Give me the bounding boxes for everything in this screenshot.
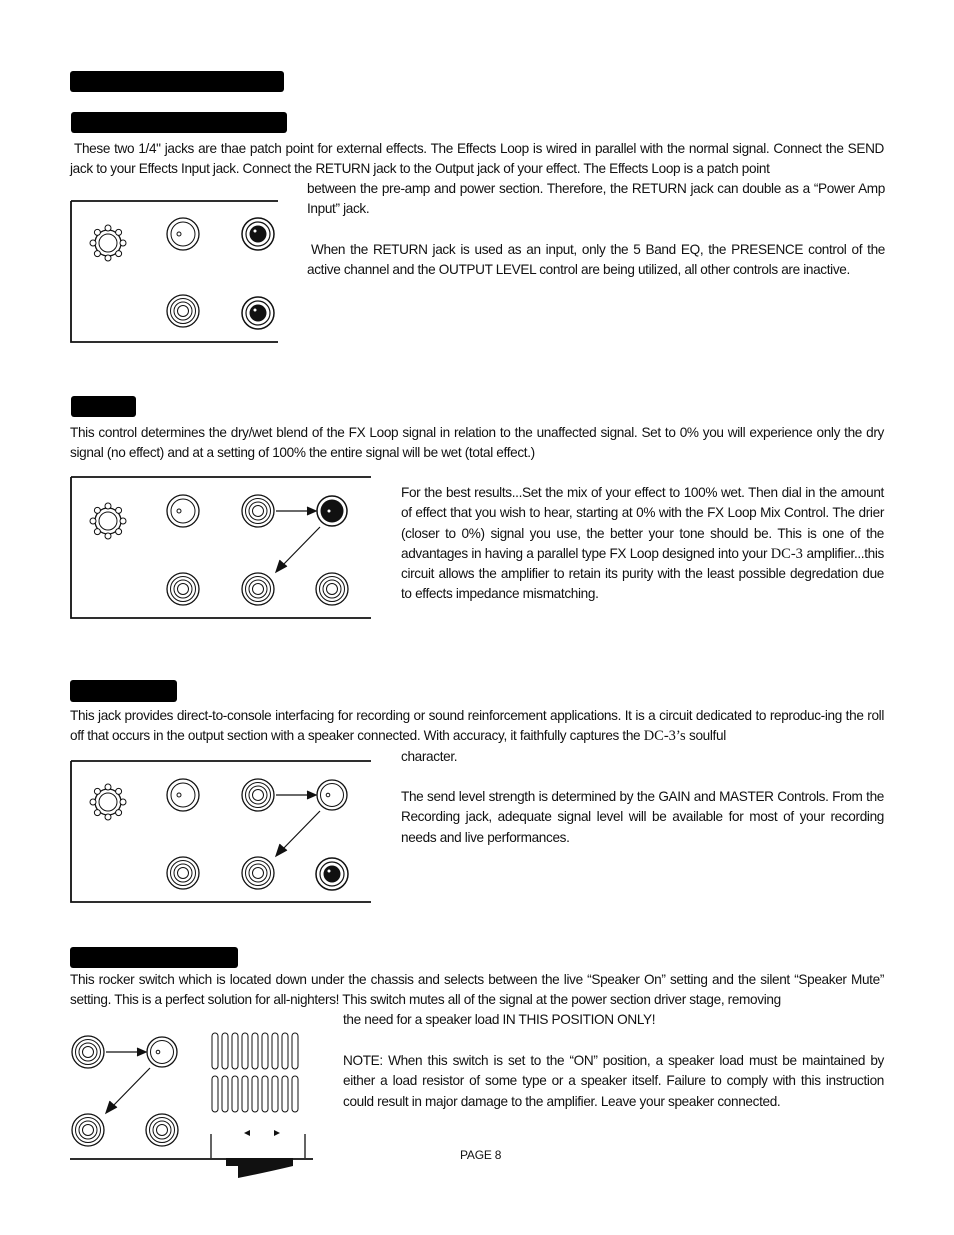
knob-icon [90, 784, 126, 820]
section3-para1-a: This jack provides direct-to-console interfacing for recording or sound reinforcement applications. It is a circuit dedicated to reproduc-ing the roll off that occurs in the output section with a speaker connected. With accuracy, it faithfully captures the [70, 708, 884, 744]
section2-para1: This control determines the dry/wet blend of the FX Loop signal in relation to the unaffected signal. Set to 0% you will experience only the dry signal (no effect) and at a setting of 100% the entire signal will be wet (total effect.) [70, 425, 884, 461]
jack-icon [72, 1036, 104, 1068]
jack-icon [242, 573, 274, 605]
jack-icon [167, 295, 199, 327]
page-number: PAGE 8 [460, 1148, 502, 1162]
figure-recording-jack [68, 758, 374, 906]
section3-para1-b: soulful [685, 728, 726, 744]
heading-bar-effects-loop [70, 71, 284, 92]
figure-fx-mix-control [68, 474, 374, 622]
section2-para2-a: For the best results...Set the mix of your effect to 100% wet. Then dial in the amount of effect that you wish to hear, starting at 0% with the FX Loop Mix Control. The drier (closer to 0%) signal you use, the better your tone should be. This is one of the advantages in having a parallel type FX Loop designed into your [401, 485, 884, 561]
section1-para1-cont: between the pre-amp and power section. Therefore, the RETURN jack can double as a “Power Amp Input” jack. [307, 181, 885, 217]
section3-para2: The send level strength is determined by the GAIN and MASTER Controls. From the Recording jack, adequate signal level will be available for most of your recording needs and live performances. [401, 789, 884, 845]
jack-icon [167, 857, 199, 889]
section4-para1-cont: the need for a speaker load IN THIS POSITION ONLY! [343, 1012, 656, 1027]
jack-small-icon [167, 218, 199, 250]
jack-icon [146, 1114, 178, 1146]
knob-small-icon [147, 1037, 177, 1067]
jack-icon [316, 573, 348, 605]
jack-small-icon [167, 495, 199, 527]
figure-effects-loop-jacks [68, 198, 282, 346]
jack-icon [72, 1114, 104, 1146]
figure-speaker-mute-switch [68, 1026, 318, 1182]
jack-icon [167, 573, 199, 605]
section2-para2-b: amplifier...this circuit allows the amplifier to retain its purity with the least possible degredation due to effects impedance mismatching. [401, 545, 884, 602]
return-jack-icon [242, 297, 274, 329]
knob-small-icon [317, 780, 347, 810]
rocker-switch-icon [211, 1130, 305, 1178]
recording-jack-icon [316, 858, 348, 890]
heading-bar-send-return [71, 112, 287, 133]
jack-icon [242, 857, 274, 889]
knob-icon [90, 503, 126, 539]
heading-bar-fx-mix [71, 396, 136, 417]
section4-para2: NOTE: When this switch is set to the “ON” position, a speaker load must be maintained by either a load resistor of some type or a speaker itself. Failure to comply with this instruction could result in major damage to the amplifier. Leave your speaker connected. [343, 1053, 884, 1109]
arrow-icon [106, 1048, 150, 1113]
section1-para1: These two 1/4" jacks are thae patch point for external effects. The Effects Loop is wired in parallel with the normal signal. Connect the SEND jack to your Effects Input jack. Connect the RETURN jack to the Output jack of your effect. The Effects Loop is a patch point [70, 141, 884, 177]
arrow-icon [276, 507, 320, 572]
jack-small-icon [167, 779, 199, 811]
section3-para1 [70, 706, 884, 747]
fx-mix-knob-icon [317, 496, 347, 526]
model-name: DC-3 [770, 545, 803, 562]
section3-para1-cont: character. [401, 749, 458, 764]
section1-para2: When the RETURN jack is used as an input, only the 5 Band EQ, the PRESENCE control of the active channel and the OUTPUT LEVEL control are being utilized, all other controls are inactive. [307, 242, 885, 278]
send-jack-icon [242, 218, 274, 250]
jack-icon [242, 779, 274, 811]
model-name: DC-3’s [643, 728, 686, 745]
heading-bar-recording-out [70, 680, 177, 702]
vent-slots-icon [212, 1033, 298, 1112]
section2-para2 [401, 483, 884, 605]
jack-icon [242, 495, 274, 527]
arrow-icon [276, 791, 320, 856]
section4-para1: This rocker switch which is located down under the chassis and selects between the live “Speaker On” setting and the silent “Speaker Mute” setting. This is a perfect solution for all-nighters! This switch mutes all of the signal at the power section driver stage, removing [70, 972, 884, 1008]
heading-bar-speaker-mute [70, 947, 238, 968]
knob-icon [90, 225, 126, 261]
